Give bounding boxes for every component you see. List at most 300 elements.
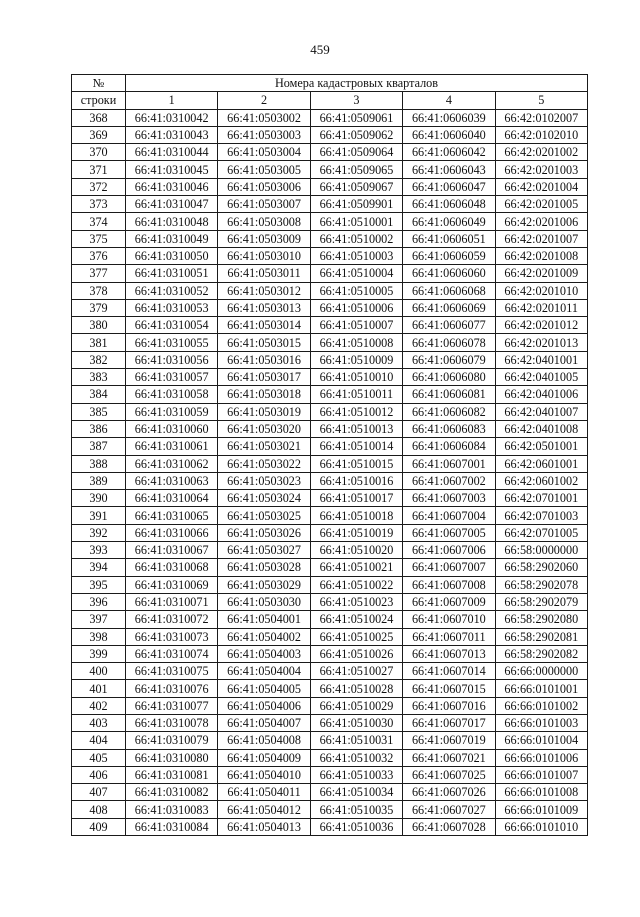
table-row <box>72 438 588 455</box>
cadastral-number-cell: 66:41:0510001 <box>310 213 402 230</box>
column-header-5: 5 <box>495 92 587 109</box>
cadastral-number-cell: 66:42:0601002 <box>495 472 587 489</box>
row-number-cell: 377 <box>72 265 126 282</box>
cadastral-number-cell: 66:41:0310057 <box>126 369 218 386</box>
cadastral-number-cell: 66:41:0607009 <box>403 593 495 610</box>
cadastral-number-cell: 66:42:0401005 <box>495 369 587 386</box>
cadastral-number-cell: 66:41:0607002 <box>403 472 495 489</box>
cadastral-number-cell: 66:41:0503022 <box>218 455 310 472</box>
cadastral-number-cell: 66:41:0310073 <box>126 628 218 645</box>
table-row <box>72 317 588 334</box>
cadastral-number-cell: 66:58:0000000 <box>495 542 587 559</box>
cadastral-number-cell: 66:41:0310081 <box>126 766 218 783</box>
cadastral-number-cell: 66:41:0504007 <box>218 714 310 731</box>
cadastral-number-cell: 66:41:0510028 <box>310 680 402 697</box>
column-header-3: 3 <box>310 92 402 109</box>
table-body <box>72 109 588 835</box>
cadastral-number-cell: 66:41:0504009 <box>218 749 310 766</box>
table-row <box>72 766 588 783</box>
cadastral-number-cell: 66:41:0606069 <box>403 299 495 316</box>
table-row <box>72 524 588 541</box>
cadastral-number-cell: 66:42:0201013 <box>495 334 587 351</box>
cadastral-number-cell: 66:41:0606060 <box>403 265 495 282</box>
cadastral-number-cell: 66:41:0503026 <box>218 524 310 541</box>
cadastral-number-cell: 66:41:0310077 <box>126 697 218 714</box>
cadastral-number-cell: 66:41:0607015 <box>403 680 495 697</box>
header-row-bottom <box>72 92 588 109</box>
row-number-cell: 396 <box>72 593 126 610</box>
cadastral-number-cell: 66:41:0510019 <box>310 524 402 541</box>
cadastral-number-cell: 66:41:0503015 <box>218 334 310 351</box>
cadastral-number-cell: 66:41:0510018 <box>310 507 402 524</box>
cadastral-number-cell: 66:42:0201007 <box>495 230 587 247</box>
cadastral-number-cell: 66:41:0510036 <box>310 818 402 835</box>
cadastral-number-cell: 66:41:0503023 <box>218 472 310 489</box>
cadastral-number-cell: 66:41:0503008 <box>218 213 310 230</box>
cadastral-number-cell: 66:41:0607001 <box>403 455 495 472</box>
row-number-cell: 397 <box>72 611 126 628</box>
row-number-cell: 382 <box>72 351 126 368</box>
cadastral-number-cell: 66:41:0510017 <box>310 490 402 507</box>
cadastral-number-cell: 66:41:0606080 <box>403 369 495 386</box>
row-number-cell: 368 <box>72 109 126 126</box>
row-number-cell: 398 <box>72 628 126 645</box>
cadastral-number-cell: 66:42:0201003 <box>495 161 587 178</box>
table-row <box>72 559 588 576</box>
cadastral-number-cell: 66:66:0101001 <box>495 680 587 697</box>
cadastral-number-cell: 66:42:0401008 <box>495 420 587 437</box>
table-row <box>72 507 588 524</box>
cadastral-number-cell: 66:41:0503013 <box>218 299 310 316</box>
row-number-cell: 375 <box>72 230 126 247</box>
cadastral-number-cell: 66:41:0607011 <box>403 628 495 645</box>
cadastral-number-cell: 66:41:0503012 <box>218 282 310 299</box>
cadastral-number-cell: 66:41:0310046 <box>126 178 218 195</box>
cadastral-number-cell: 66:58:2902079 <box>495 593 587 610</box>
cadastral-number-cell: 66:41:0504002 <box>218 628 310 645</box>
row-number-cell: 385 <box>72 403 126 420</box>
cadastral-number-cell: 66:66:0101010 <box>495 818 587 835</box>
cadastral-number-cell: 66:41:0503027 <box>218 542 310 559</box>
table-row <box>72 455 588 472</box>
cadastral-number-cell: 66:41:0503009 <box>218 230 310 247</box>
cadastral-number-cell: 66:41:0607019 <box>403 732 495 749</box>
table-row <box>72 542 588 559</box>
row-number-cell: 373 <box>72 196 126 213</box>
table-row <box>72 472 588 489</box>
cadastral-number-cell: 66:41:0607010 <box>403 611 495 628</box>
row-number-cell: 403 <box>72 714 126 731</box>
cadastral-number-cell: 66:66:0000000 <box>495 663 587 680</box>
table-row <box>72 265 588 282</box>
cadastral-number-cell: 66:41:0503018 <box>218 386 310 403</box>
cadastral-number-cell: 66:41:0503003 <box>218 126 310 143</box>
cadastral-number-cell: 66:42:0201011 <box>495 299 587 316</box>
row-number-cell: 400 <box>72 663 126 680</box>
cadastral-number-cell: 66:41:0607008 <box>403 576 495 593</box>
cadastral-number-cell: 66:41:0607028 <box>403 818 495 835</box>
table-row <box>72 818 588 835</box>
cadastral-number-cell: 66:41:0503002 <box>218 109 310 126</box>
cadastral-number-cell: 66:41:0607006 <box>403 542 495 559</box>
row-number-cell: 404 <box>72 732 126 749</box>
row-number-cell: 379 <box>72 299 126 316</box>
cadastral-number-cell: 66:41:0503020 <box>218 420 310 437</box>
row-number-cell: 391 <box>72 507 126 524</box>
cadastral-number-cell: 66:41:0510010 <box>310 369 402 386</box>
column-header-2: 2 <box>218 92 310 109</box>
cadastral-number-cell: 66:41:0503025 <box>218 507 310 524</box>
cadastral-number-cell: 66:42:0701001 <box>495 490 587 507</box>
row-number-cell: 387 <box>72 438 126 455</box>
table-row <box>72 282 588 299</box>
cadastral-number-cell: 66:41:0310065 <box>126 507 218 524</box>
cadastral-number-cell: 66:41:0310082 <box>126 784 218 801</box>
cadastral-number-cell: 66:41:0310063 <box>126 472 218 489</box>
table-row <box>72 196 588 213</box>
row-number-cell: 381 <box>72 334 126 351</box>
cadastral-number-cell: 66:41:0510031 <box>310 732 402 749</box>
cadastral-number-cell: 66:41:0503029 <box>218 576 310 593</box>
cadastral-number-cell: 66:41:0503024 <box>218 490 310 507</box>
cadastral-number-cell: 66:42:0201006 <box>495 213 587 230</box>
cadastral-number-cell: 66:41:0510026 <box>310 645 402 662</box>
table-row <box>72 213 588 230</box>
page-number: 459 <box>310 42 330 57</box>
table-row <box>72 386 588 403</box>
table-row <box>72 593 588 610</box>
cadastral-number-cell: 66:41:0510009 <box>310 351 402 368</box>
cadastral-number-cell: 66:41:0310069 <box>126 576 218 593</box>
row-number-cell: 405 <box>72 749 126 766</box>
cadastral-number-cell: 66:41:0310072 <box>126 611 218 628</box>
cadastral-number-cell: 66:41:0510004 <box>310 265 402 282</box>
table-row <box>72 680 588 697</box>
cadastral-number-cell: 66:41:0510005 <box>310 282 402 299</box>
cadastral-number-cell: 66:41:0310060 <box>126 420 218 437</box>
cadastral-number-cell: 66:41:0510024 <box>310 611 402 628</box>
row-number-cell: 383 <box>72 369 126 386</box>
cadastral-number-cell: 66:41:0510023 <box>310 593 402 610</box>
cadastral-number-cell: 66:41:0607007 <box>403 559 495 576</box>
cadastral-number-cell: 66:41:0607014 <box>403 663 495 680</box>
cadastral-number-cell: 66:41:0310074 <box>126 645 218 662</box>
cadastral-number-cell: 66:41:0310080 <box>126 749 218 766</box>
table-row <box>72 230 588 247</box>
cadastral-number-cell: 66:66:0101007 <box>495 766 587 783</box>
row-number-cell: 388 <box>72 455 126 472</box>
cadastral-number-cell: 66:41:0503021 <box>218 438 310 455</box>
row-number-cell: 369 <box>72 126 126 143</box>
table-row <box>72 714 588 731</box>
cadastral-number-cell: 66:58:2902060 <box>495 559 587 576</box>
cadastral-number-cell: 66:41:0503019 <box>218 403 310 420</box>
cadastral-number-cell: 66:41:0510002 <box>310 230 402 247</box>
cadastral-number-cell: 66:41:0310048 <box>126 213 218 230</box>
cadastral-number-cell: 66:41:0310043 <box>126 126 218 143</box>
cadastral-number-cell: 66:41:0503010 <box>218 247 310 264</box>
cadastral-number-cell: 66:42:0102007 <box>495 109 587 126</box>
cadastral-number-cell: 66:41:0503028 <box>218 559 310 576</box>
cadastral-number-cell: 66:41:0504013 <box>218 818 310 835</box>
table-row <box>72 351 588 368</box>
cadastral-number-cell: 66:41:0310078 <box>126 714 218 731</box>
cadastral-number-cell: 66:41:0510007 <box>310 317 402 334</box>
cadastral-number-cell: 66:41:0606077 <box>403 317 495 334</box>
cadastral-number-cell: 66:41:0607004 <box>403 507 495 524</box>
table-row <box>72 369 588 386</box>
cadastral-number-cell: 66:41:0510029 <box>310 697 402 714</box>
cadastral-number-cell: 66:41:0310051 <box>126 265 218 282</box>
cadastral-number-cell: 66:41:0310071 <box>126 593 218 610</box>
cadastral-number-cell: 66:41:0310042 <box>126 109 218 126</box>
cadastral-number-cell: 66:41:0607021 <box>403 749 495 766</box>
table-row <box>72 749 588 766</box>
cadastral-number-cell: 66:41:0310083 <box>126 801 218 818</box>
table-row <box>72 247 588 264</box>
cadastral-number-cell: 66:66:0101002 <box>495 697 587 714</box>
cadastral-number-cell: 66:41:0503004 <box>218 144 310 161</box>
cadastral-number-cell: 66:41:0503005 <box>218 161 310 178</box>
row-number-cell: 407 <box>72 784 126 801</box>
cadastral-number-cell: 66:41:0607013 <box>403 645 495 662</box>
table-row <box>72 611 588 628</box>
row-number-cell: 372 <box>72 178 126 195</box>
table-row <box>72 576 588 593</box>
cadastral-number-cell: 66:41:0310059 <box>126 403 218 420</box>
cadastral-number-cell: 66:41:0606078 <box>403 334 495 351</box>
row-number-cell: 378 <box>72 282 126 299</box>
cadastral-number-cell: 66:42:0401006 <box>495 386 587 403</box>
cadastral-number-cell: 66:42:0401007 <box>495 403 587 420</box>
cadastral-number-cell: 66:58:2902081 <box>495 628 587 645</box>
cadastral-number-cell: 66:41:0503017 <box>218 369 310 386</box>
cadastral-number-cell: 66:41:0607017 <box>403 714 495 731</box>
table-row <box>72 490 588 507</box>
cadastral-number-cell: 66:41:0510003 <box>310 247 402 264</box>
table-row <box>72 663 588 680</box>
cadastral-number-cell: 66:41:0503030 <box>218 593 310 610</box>
cadastral-number-cell: 66:41:0504001 <box>218 611 310 628</box>
group-title-header: Номера кадастровых кварталов <box>126 75 588 92</box>
cadastral-number-cell: 66:41:0510016 <box>310 472 402 489</box>
cadastral-number-cell: 66:41:0310055 <box>126 334 218 351</box>
row-number-cell: 380 <box>72 317 126 334</box>
table-row <box>72 126 588 143</box>
cadastral-number-cell: 66:66:0101009 <box>495 801 587 818</box>
cadastral-number-cell: 66:41:0503016 <box>218 351 310 368</box>
table-row <box>72 109 588 126</box>
cadastral-number-cell: 66:41:0503011 <box>218 265 310 282</box>
cadastral-number-cell: 66:41:0509901 <box>310 196 402 213</box>
table-row <box>72 697 588 714</box>
row-number-cell: 370 <box>72 144 126 161</box>
header-row-top <box>72 75 588 92</box>
row-number-cell: 409 <box>72 818 126 835</box>
cadastral-number-cell: 66:41:0606081 <box>403 386 495 403</box>
cadastral-number-cell: 66:41:0310066 <box>126 524 218 541</box>
cadastral-number-cell: 66:42:0701005 <box>495 524 587 541</box>
number-sign-header: № <box>72 75 126 92</box>
row-number-cell: 395 <box>72 576 126 593</box>
cadastral-number-cell: 66:41:0310061 <box>126 438 218 455</box>
cadastral-number-cell: 66:41:0606051 <box>403 230 495 247</box>
cadastral-number-cell: 66:41:0510022 <box>310 576 402 593</box>
cadastral-number-cell: 66:41:0503014 <box>218 317 310 334</box>
cadastral-number-cell: 66:41:0510030 <box>310 714 402 731</box>
cadastral-number-cell: 66:42:0401001 <box>495 351 587 368</box>
row-number-cell: 371 <box>72 161 126 178</box>
cadastral-number-cell: 66:42:0102010 <box>495 126 587 143</box>
table-row <box>72 161 588 178</box>
cadastral-number-cell: 66:41:0607016 <box>403 697 495 714</box>
cadastral-number-cell: 66:41:0310062 <box>126 455 218 472</box>
table-row <box>72 801 588 818</box>
cadastral-number-cell: 66:41:0510014 <box>310 438 402 455</box>
table-row <box>72 628 588 645</box>
cadastral-number-cell: 66:42:0201012 <box>495 317 587 334</box>
cadastral-number-cell: 66:42:0201004 <box>495 178 587 195</box>
cadastral-number-cell: 66:41:0606042 <box>403 144 495 161</box>
cadastral-number-cell: 66:58:2902078 <box>495 576 587 593</box>
table-header <box>72 75 588 110</box>
cadastral-number-cell: 66:66:0101004 <box>495 732 587 749</box>
cadastral-number-cell: 66:41:0606068 <box>403 282 495 299</box>
cadastral-number-cell: 66:41:0510032 <box>310 749 402 766</box>
cadastral-number-cell: 66:42:0601001 <box>495 455 587 472</box>
row-number-cell: 386 <box>72 420 126 437</box>
cadastral-number-cell: 66:41:0310079 <box>126 732 218 749</box>
cadastral-number-cell: 66:41:0503007 <box>218 196 310 213</box>
cadastral-number-cell: 66:41:0509065 <box>310 161 402 178</box>
row-number-cell: 390 <box>72 490 126 507</box>
cadastral-quarters-table <box>71 74 588 836</box>
cadastral-number-cell: 66:41:0310068 <box>126 559 218 576</box>
table-row <box>72 645 588 662</box>
cadastral-number-cell: 66:41:0510015 <box>310 455 402 472</box>
cadastral-number-cell: 66:41:0510021 <box>310 559 402 576</box>
table-row <box>72 334 588 351</box>
cadastral-number-cell: 66:58:2902082 <box>495 645 587 662</box>
row-number-cell: 393 <box>72 542 126 559</box>
cadastral-number-cell: 66:58:2902080 <box>495 611 587 628</box>
cadastral-number-cell: 66:41:0504011 <box>218 784 310 801</box>
cadastral-number-cell: 66:41:0510006 <box>310 299 402 316</box>
cadastral-number-cell: 66:41:0310056 <box>126 351 218 368</box>
cadastral-number-cell: 66:41:0310058 <box>126 386 218 403</box>
cadastral-number-cell: 66:41:0510035 <box>310 801 402 818</box>
cadastral-number-cell: 66:41:0510034 <box>310 784 402 801</box>
cadastral-number-cell: 66:41:0510027 <box>310 663 402 680</box>
cadastral-number-cell: 66:41:0510013 <box>310 420 402 437</box>
cadastral-number-cell: 66:41:0310067 <box>126 542 218 559</box>
cadastral-number-cell: 66:41:0510012 <box>310 403 402 420</box>
cadastral-number-cell: 66:41:0509064 <box>310 144 402 161</box>
cadastral-number-cell: 66:41:0310052 <box>126 282 218 299</box>
cadastral-number-cell: 66:41:0510020 <box>310 542 402 559</box>
cadastral-number-cell: 66:41:0310047 <box>126 196 218 213</box>
cadastral-number-cell: 66:41:0310054 <box>126 317 218 334</box>
cadastral-number-cell: 66:41:0606040 <box>403 126 495 143</box>
cadastral-number-cell: 66:41:0510008 <box>310 334 402 351</box>
row-number-cell: 389 <box>72 472 126 489</box>
cadastral-number-cell: 66:42:0201008 <box>495 247 587 264</box>
cadastral-number-cell: 66:42:0201010 <box>495 282 587 299</box>
cadastral-number-cell: 66:41:0606043 <box>403 161 495 178</box>
cadastral-number-cell: 66:41:0607005 <box>403 524 495 541</box>
cadastral-number-cell: 66:41:0606084 <box>403 438 495 455</box>
cadastral-number-cell: 66:41:0310053 <box>126 299 218 316</box>
cadastral-number-cell: 66:41:0504003 <box>218 645 310 662</box>
cadastral-number-cell: 66:66:0101008 <box>495 784 587 801</box>
cadastral-number-cell: 66:41:0310084 <box>126 818 218 835</box>
row-number-cell: 408 <box>72 801 126 818</box>
cadastral-number-cell: 66:41:0503006 <box>218 178 310 195</box>
cadastral-number-cell: 66:41:0509061 <box>310 109 402 126</box>
table-row <box>72 178 588 195</box>
cadastral-number-cell: 66:41:0310045 <box>126 161 218 178</box>
cadastral-number-cell: 66:41:0510011 <box>310 386 402 403</box>
cadastral-number-cell: 66:41:0310064 <box>126 490 218 507</box>
row-number-cell: 402 <box>72 697 126 714</box>
cadastral-number-cell: 66:41:0310075 <box>126 663 218 680</box>
cadastral-number-cell: 66:41:0606048 <box>403 196 495 213</box>
cadastral-number-cell: 66:41:0310044 <box>126 144 218 161</box>
cadastral-number-cell: 66:42:0201005 <box>495 196 587 213</box>
cadastral-number-cell: 66:41:0607026 <box>403 784 495 801</box>
cadastral-number-cell: 66:42:0201002 <box>495 144 587 161</box>
cadastral-number-cell: 66:41:0606039 <box>403 109 495 126</box>
cadastral-number-cell: 66:41:0606059 <box>403 247 495 264</box>
cadastral-number-cell: 66:41:0504005 <box>218 680 310 697</box>
table-row <box>72 299 588 316</box>
cadastral-number-cell: 66:41:0606049 <box>403 213 495 230</box>
cadastral-number-cell: 66:41:0504008 <box>218 732 310 749</box>
cadastral-number-cell: 66:41:0607027 <box>403 801 495 818</box>
row-number-cell: 394 <box>72 559 126 576</box>
row-label-header: строки <box>72 92 126 109</box>
cadastral-number-cell: 66:41:0509062 <box>310 126 402 143</box>
row-number-cell: 374 <box>72 213 126 230</box>
cadastral-number-cell: 66:41:0510025 <box>310 628 402 645</box>
column-header-4: 4 <box>403 92 495 109</box>
cadastral-number-cell: 66:41:0504006 <box>218 697 310 714</box>
table-row <box>72 732 588 749</box>
cadastral-number-cell: 66:41:0310076 <box>126 680 218 697</box>
cadastral-number-cell: 66:41:0310050 <box>126 247 218 264</box>
cadastral-number-cell: 66:41:0606083 <box>403 420 495 437</box>
row-number-cell: 392 <box>72 524 126 541</box>
cadastral-number-cell: 66:41:0607003 <box>403 490 495 507</box>
cadastral-number-cell: 66:66:0101006 <box>495 749 587 766</box>
cadastral-number-cell: 66:42:0201009 <box>495 265 587 282</box>
cadastral-number-cell: 66:42:0701003 <box>495 507 587 524</box>
table-row <box>72 420 588 437</box>
row-number-cell: 399 <box>72 645 126 662</box>
table-row <box>72 784 588 801</box>
row-number-cell: 401 <box>72 680 126 697</box>
cadastral-number-cell: 66:42:0501001 <box>495 438 587 455</box>
cadastral-number-cell: 66:41:0606082 <box>403 403 495 420</box>
cadastral-number-cell: 66:41:0504010 <box>218 766 310 783</box>
cadastral-number-cell: 66:41:0606079 <box>403 351 495 368</box>
column-header-1: 1 <box>126 92 218 109</box>
cadastral-number-cell: 66:66:0101003 <box>495 714 587 731</box>
cadastral-number-cell: 66:41:0509067 <box>310 178 402 195</box>
cadastral-number-cell: 66:41:0607025 <box>403 766 495 783</box>
cadastral-number-cell: 66:41:0310049 <box>126 230 218 247</box>
table-row <box>72 144 588 161</box>
